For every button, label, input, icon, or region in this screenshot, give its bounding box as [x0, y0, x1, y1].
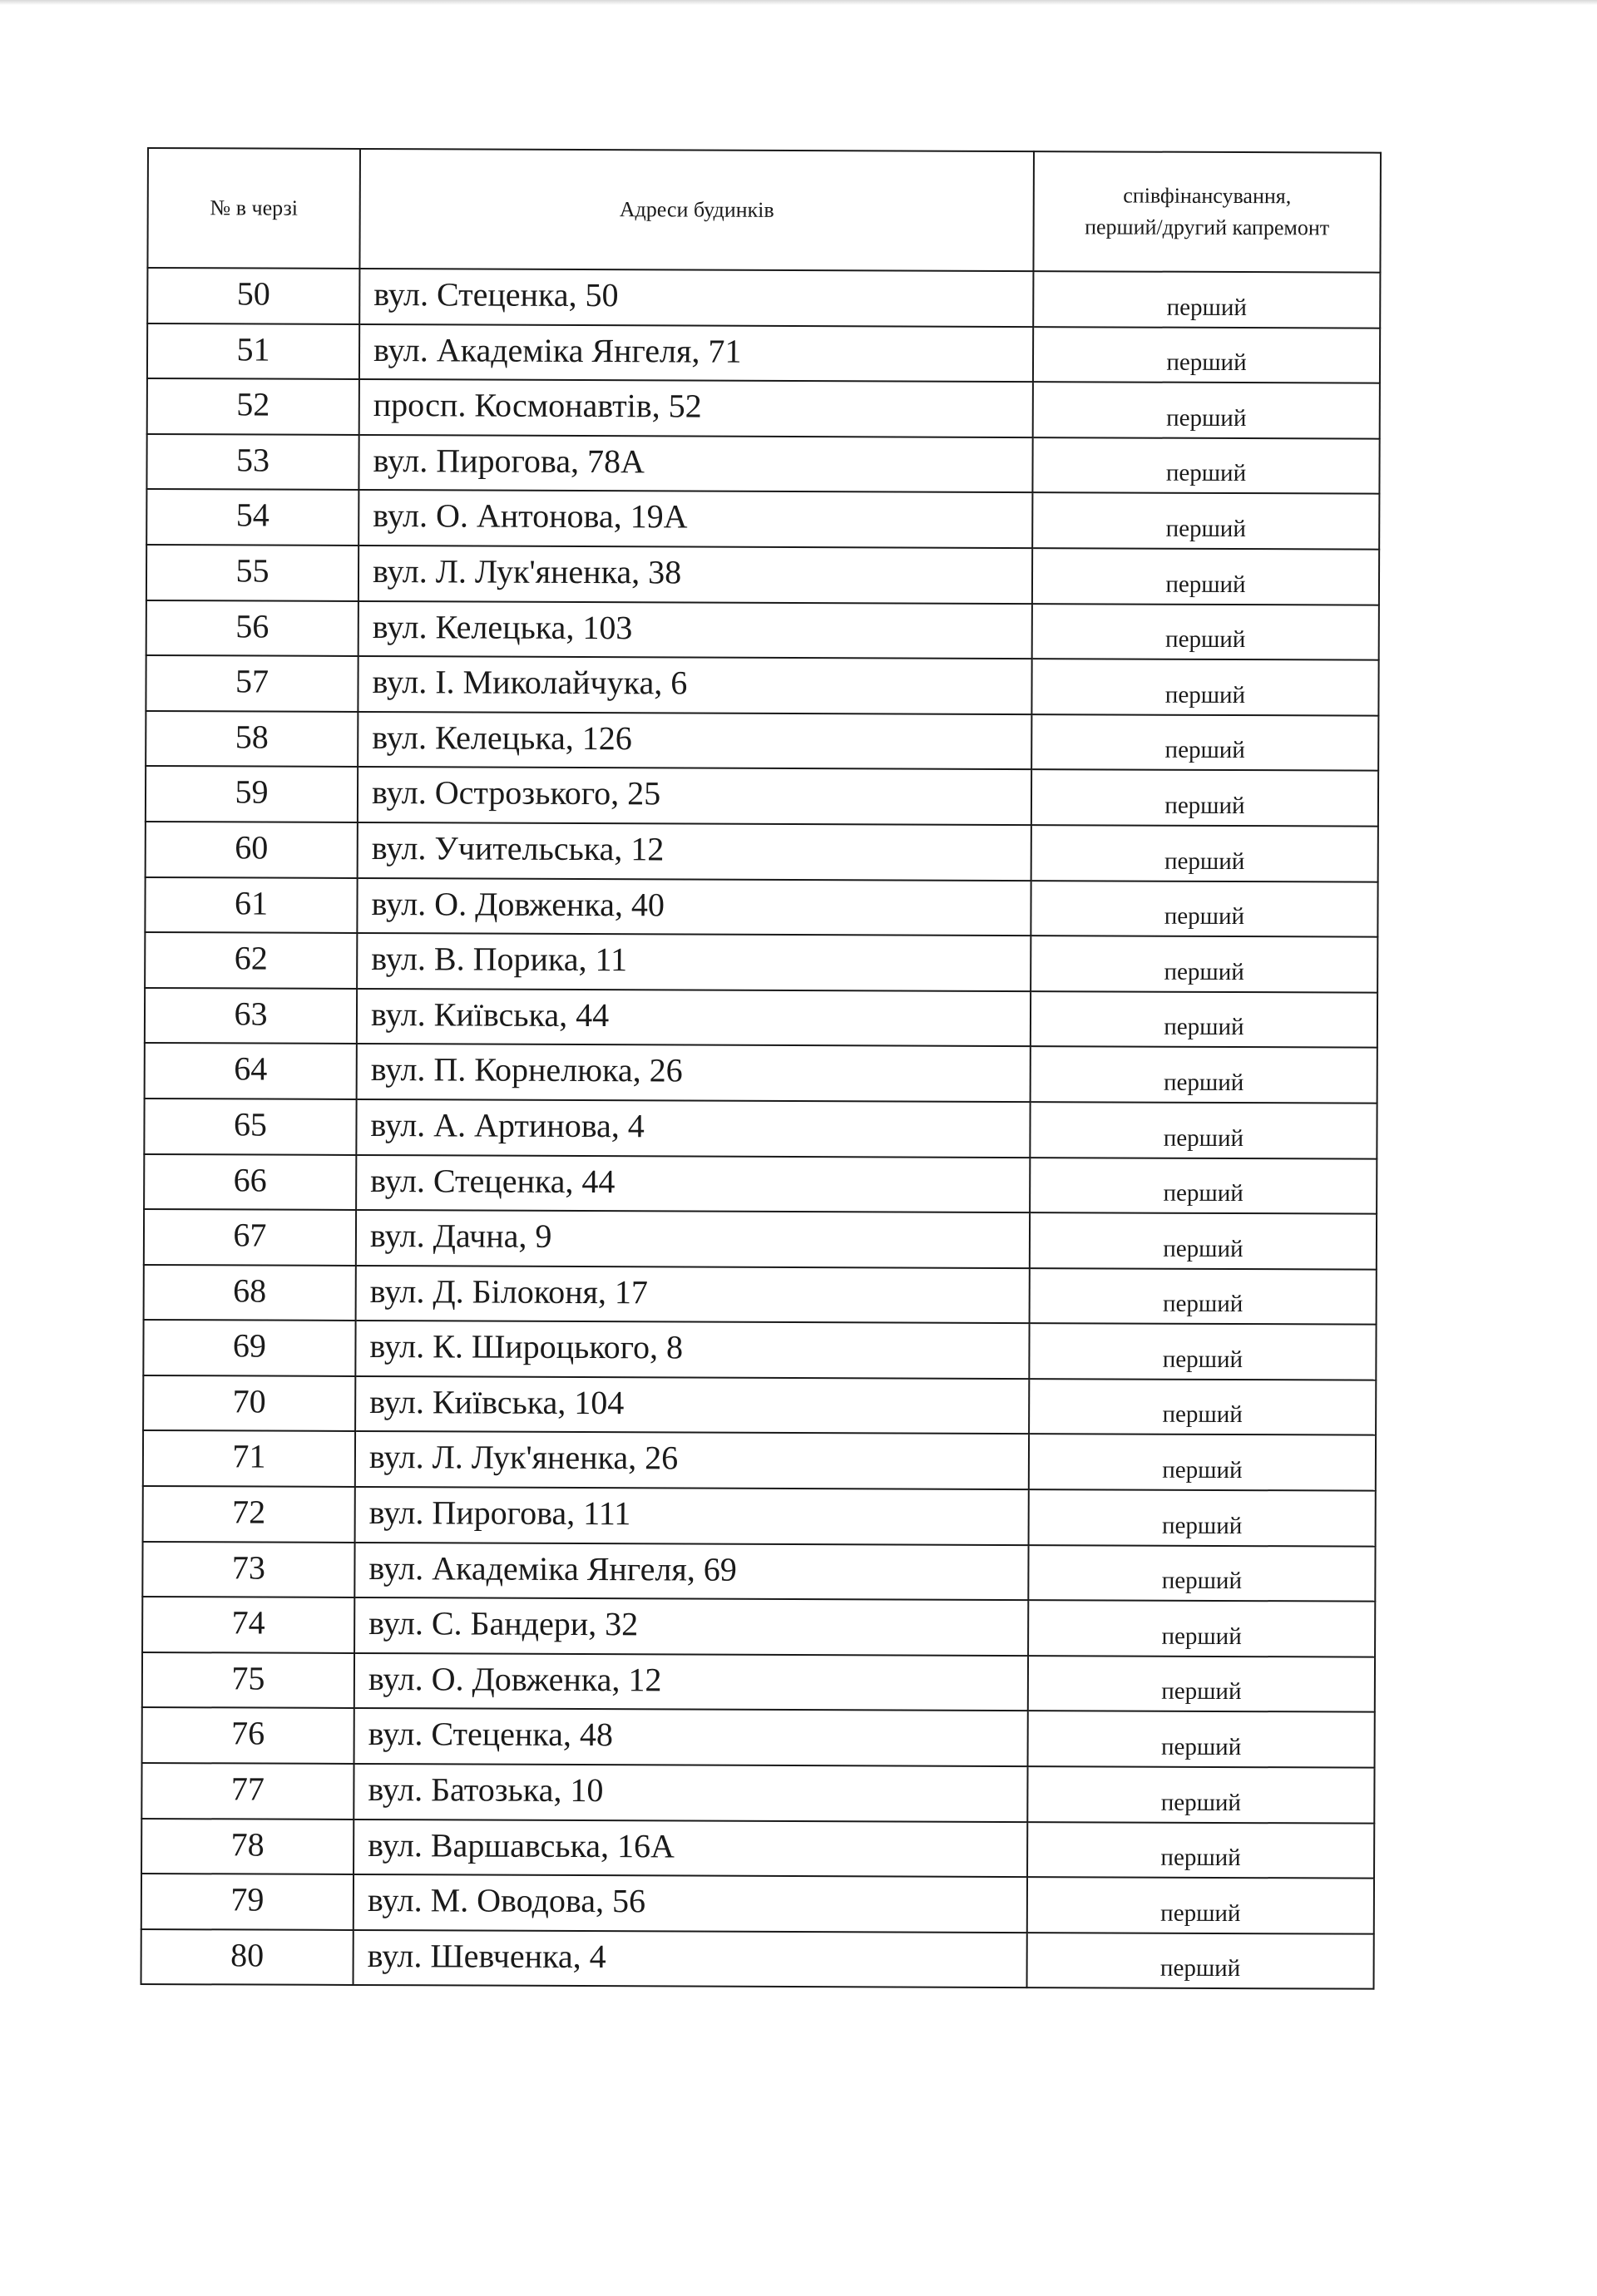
table-row: [142, 1542, 1375, 1602]
address-cell: вул. В. Порика, 11: [357, 933, 1031, 991]
queue-number-cell: 54: [146, 489, 358, 546]
queue-number-cell: 50: [147, 268, 359, 324]
header-cofinancing: [1033, 151, 1381, 273]
cofinancing-cell: перший: [1031, 991, 1377, 1048]
table-row: [144, 1153, 1377, 1213]
cofinancing-cell: перший: [1032, 548, 1379, 605]
header-cofinancing-line2: перший/другий капремонт: [1085, 215, 1330, 240]
address-cell: вул. Академіка Янгеля, 71: [359, 324, 1033, 383]
address-cell: вул. Келецька, 126: [358, 712, 1031, 770]
table-row: [146, 822, 1378, 881]
address-cell: вул. І. Миколайчука, 6: [358, 656, 1031, 714]
address-cell: вул. Л. Лук'яненка, 26: [355, 1431, 1029, 1489]
document-table-wrapper: [141, 147, 1380, 1990]
table-row: [146, 766, 1378, 826]
cofinancing-cell: перший: [1031, 881, 1377, 937]
cofinancing-cell: перший: [1030, 1158, 1377, 1214]
address-cell: вул. Острозького, 25: [358, 767, 1031, 825]
address-cell: вул. М. Оводова, 56: [354, 1874, 1027, 1933]
queue-number-cell: 64: [145, 1043, 357, 1099]
address-cell: вул. Учительська, 12: [358, 822, 1031, 881]
queue-number-cell: 75: [142, 1652, 354, 1709]
table-row: [147, 268, 1380, 328]
address-cell: просп. Космонавтів, 52: [359, 379, 1033, 437]
address-cell: вул. О. Антонова, 19А: [358, 490, 1032, 548]
address-cell: вул. Д. Білоконя, 17: [356, 1266, 1030, 1324]
header-cofinancing-line1: співфінансування,: [1123, 183, 1292, 209]
cofinancing-cell: перший: [1027, 1822, 1374, 1879]
queue-number-cell: 61: [145, 877, 357, 934]
queue-number-cell: 65: [144, 1099, 356, 1155]
queue-number-cell: 51: [147, 323, 359, 380]
table-row: [141, 1819, 1374, 1879]
queue-number-cell: 73: [142, 1542, 354, 1598]
table-row: [147, 323, 1380, 383]
cofinancing-cell: перший: [1028, 1545, 1375, 1602]
table-header-row: [147, 148, 1381, 273]
table-row: [142, 1597, 1375, 1657]
cofinancing-cell: перший: [1030, 1102, 1377, 1158]
table-row: [145, 988, 1377, 1048]
scan-edge: [0, 0, 1597, 5]
queue-number-cell: 76: [142, 1707, 354, 1764]
table-row: [145, 932, 1377, 992]
table-row: [144, 1099, 1377, 1158]
table-row: [144, 1209, 1377, 1269]
cofinancing-cell: перший: [1028, 1600, 1375, 1657]
table-row: [144, 1265, 1377, 1325]
table-row: [143, 1320, 1376, 1380]
queue-number-cell: 56: [146, 600, 358, 657]
cofinancing-cell: перший: [1033, 327, 1380, 383]
table-row: [141, 1929, 1374, 1989]
table-row: [141, 1763, 1374, 1823]
table-row: [143, 1486, 1376, 1546]
cofinancing-cell: перший: [1029, 1489, 1376, 1546]
cofinancing-cell: перший: [1027, 1933, 1374, 1989]
table-row: [147, 378, 1380, 438]
table-row: [146, 655, 1378, 715]
queue-number-cell: 79: [141, 1874, 354, 1930]
address-cell: вул. Стеценка, 44: [356, 1154, 1030, 1212]
queue-number-cell: 77: [141, 1763, 354, 1820]
table-row: [143, 1375, 1376, 1435]
queue-number-cell: 78: [141, 1819, 354, 1875]
queue-number-cell: 74: [142, 1597, 354, 1653]
queue-number-cell: 80: [141, 1929, 354, 1986]
address-cell: вул. Стеценка, 50: [359, 269, 1033, 327]
table-row: [146, 489, 1379, 549]
address-cell: вул. Шевченка, 4: [354, 1930, 1027, 1988]
table-row: [143, 1430, 1376, 1490]
cofinancing-cell: перший: [1027, 1766, 1374, 1823]
address-cell: вул. О. Довженка, 12: [354, 1653, 1028, 1711]
cofinancing-cell: перший: [1028, 1711, 1375, 1768]
cofinancing-cell: перший: [1032, 604, 1379, 660]
table-row: [145, 1043, 1377, 1103]
cofinancing-cell: перший: [1033, 382, 1380, 438]
cofinancing-cell: перший: [1030, 1212, 1377, 1269]
address-cell: вул. П. Корнелюка, 26: [357, 1044, 1031, 1102]
cofinancing-cell: перший: [1029, 1379, 1376, 1435]
queue-number-cell: 62: [145, 932, 357, 989]
address-cell: вул. Батозька, 10: [354, 1764, 1027, 1822]
cofinancing-cell: перший: [1032, 492, 1379, 549]
cofinancing-cell: перший: [1031, 1046, 1377, 1103]
cofinancing-cell: перший: [1032, 437, 1379, 494]
queue-number-cell: 70: [143, 1375, 355, 1432]
cofinancing-cell: перший: [1031, 936, 1377, 992]
queue-number-cell: 69: [143, 1320, 355, 1376]
address-cell: вул. С. Бандери, 32: [354, 1597, 1028, 1656]
cofinancing-cell: перший: [1029, 1323, 1376, 1380]
cofinancing-cell: перший: [1031, 769, 1378, 826]
table-row: [146, 434, 1379, 494]
queue-number-cell: 52: [147, 378, 359, 435]
cofinancing-cell: перший: [1031, 659, 1378, 715]
queue-number-cell: 53: [146, 434, 358, 491]
cofinancing-cell: перший: [1028, 1656, 1375, 1712]
queue-number-cell: 67: [144, 1209, 356, 1266]
cofinancing-cell: перший: [1029, 1434, 1376, 1491]
address-cell: вул. Варшавська, 16А: [354, 1820, 1027, 1878]
address-cell: вул. Київська, 44: [357, 989, 1031, 1047]
address-cell: вул. Пирогова, 111: [355, 1487, 1029, 1545]
cofinancing-cell: перший: [1027, 1877, 1374, 1933]
table-body: [141, 268, 1381, 1989]
queue-number-cell: 58: [146, 711, 358, 768]
address-cell: вул. Дачна, 9: [356, 1210, 1030, 1268]
table-row: [146, 600, 1379, 660]
address-cell: вул. О. Довженка, 40: [357, 878, 1031, 936]
queue-number-cell: 60: [146, 822, 358, 878]
queue-number-cell: 72: [143, 1486, 355, 1543]
cofinancing-cell: перший: [1031, 825, 1378, 881]
queue-number-cell: 55: [146, 545, 358, 601]
queue-number-cell: 68: [144, 1265, 356, 1321]
address-cell: вул. А. Артинова, 4: [356, 1099, 1030, 1158]
address-cell: вул. Стеценка, 48: [354, 1708, 1028, 1766]
queue-number-cell: 66: [144, 1153, 356, 1210]
address-cell: вул. Л. Лук'яненка, 38: [358, 546, 1032, 604]
address-cell: вул. Келецька, 103: [358, 601, 1032, 659]
address-cell: вул. К. Широцького, 8: [355, 1321, 1029, 1379]
table-row: [146, 545, 1379, 605]
table-row: [142, 1707, 1375, 1767]
table-row: [145, 877, 1377, 937]
address-cell: вул. Академіка Янгеля, 69: [354, 1543, 1028, 1601]
queue-number-cell: 59: [146, 766, 358, 822]
table-row: [142, 1652, 1375, 1712]
cofinancing-cell: перший: [1030, 1268, 1377, 1325]
cofinancing-cell: перший: [1031, 714, 1378, 771]
table-row: [146, 711, 1378, 771]
housing-queue-table: [141, 147, 1382, 1990]
queue-number-cell: 57: [146, 655, 358, 712]
address-cell: вул. Пирогова, 78А: [358, 435, 1032, 493]
queue-number-cell: 63: [145, 988, 357, 1044]
queue-number-cell: 71: [143, 1430, 355, 1487]
table-row: [141, 1874, 1374, 1933]
cofinancing-cell: перший: [1033, 271, 1380, 328]
header-address: Адреси будинків: [359, 149, 1034, 271]
header-queue-number: № в черзі: [147, 148, 360, 269]
address-cell: вул. Київська, 104: [355, 1376, 1029, 1434]
